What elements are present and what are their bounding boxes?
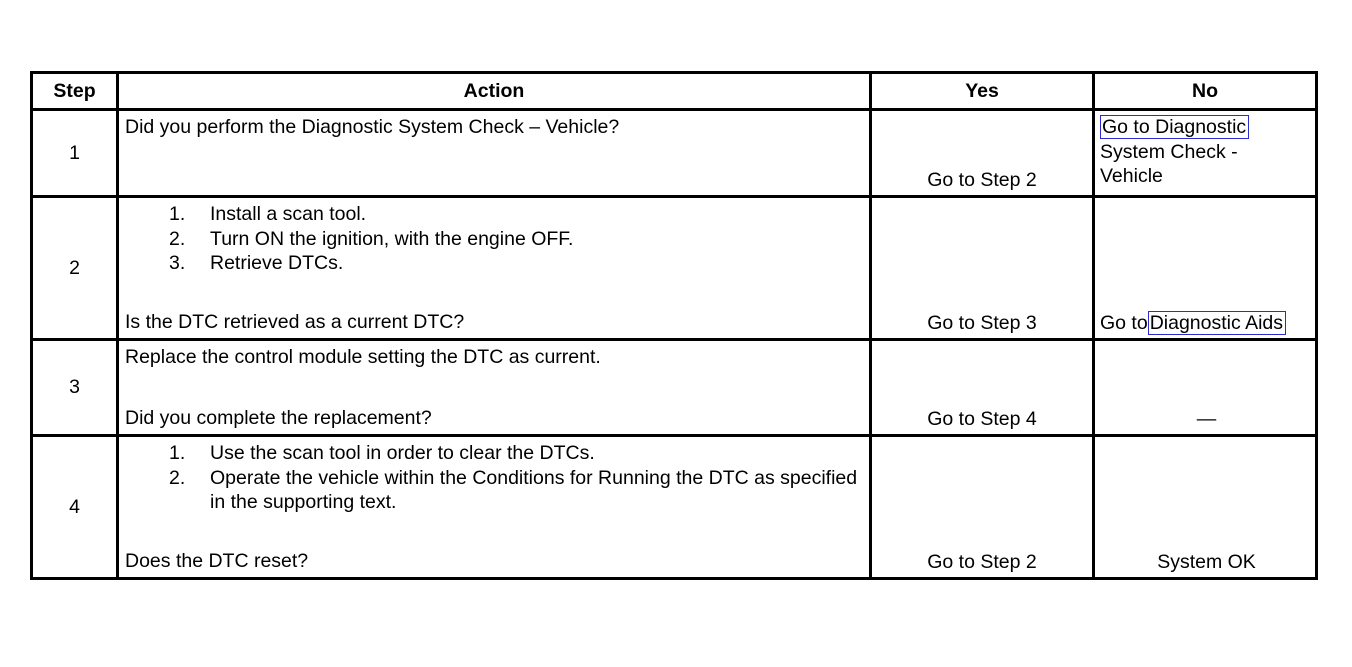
action-steps-list [125, 202, 863, 276]
step-number: 3 [32, 340, 118, 436]
list-item-text: Operate the vehicle within the Conditions for Running the DTC as specified in the supporting text. [210, 466, 858, 513]
list-item [125, 202, 863, 227]
diagnostic-system-check-link[interactable]: Go to Diagnostic [1100, 115, 1249, 139]
list-item-number: 3. [169, 252, 186, 274]
action-cell [118, 197, 871, 340]
no-dash: — [1196, 407, 1217, 430]
step-number: 4 [32, 436, 118, 579]
question-text: Is the DTC retrieved as a current DTC? [125, 310, 465, 333]
question-text: Does the DTC reset? [125, 549, 309, 572]
header-no: No [1094, 73, 1317, 110]
action-cell [118, 436, 871, 579]
table-row [32, 197, 1317, 340]
no-cell: System OK [1094, 436, 1317, 579]
list-item-number: 2. [169, 227, 186, 250]
list-item-text: Use the scan tool in order to clear the DTCs. [210, 442, 595, 464]
question-text: Did you complete the replacement? [125, 406, 432, 429]
yes-cell: Go to Step 4 [871, 340, 1094, 436]
header-action: Action [118, 73, 871, 110]
no-text-line: System Check - [1100, 140, 1238, 163]
yes-cell: Go to Step 2 [871, 436, 1094, 579]
no-text-line: Vehicle [1100, 165, 1163, 187]
list-item-text: Install a scan tool. [210, 203, 367, 225]
list-item-number: 1. [169, 203, 186, 225]
no-cell [1094, 340, 1317, 436]
list-item-number: 1. [169, 442, 186, 464]
yes-cell: Go to Step 2 [871, 110, 1094, 197]
table-header-row [32, 73, 1317, 110]
action-text: Did you perform the Diagnostic System Check – Vehicle? [125, 116, 620, 138]
diagnostic-procedure-table [30, 71, 1318, 580]
action-steps-list [125, 441, 863, 515]
step-number: 1 [32, 110, 118, 197]
table-row [32, 436, 1317, 579]
list-item [125, 441, 863, 466]
no-cell [1094, 110, 1317, 197]
list-item [125, 251, 863, 276]
list-item-text: Retrieve DTCs. [210, 252, 344, 274]
no-prefix-text: Go to [1100, 311, 1148, 334]
diagnostic-aids-link[interactable]: Diagnostic Aids [1148, 311, 1286, 335]
header-yes: Yes [871, 73, 1094, 110]
yes-cell: Go to Step 3 [871, 197, 1094, 340]
list-item-text: Turn ON the ignition, with the engine OFF. [210, 227, 574, 250]
header-step: Step [32, 73, 118, 110]
action-cell [118, 340, 871, 436]
step-number: 2 [32, 197, 118, 340]
table-row [32, 340, 1317, 436]
action-cell [118, 110, 871, 197]
list-item [125, 466, 863, 515]
list-item-number: 2. [169, 466, 186, 489]
list-item [125, 227, 863, 252]
table-row [32, 110, 1317, 197]
action-text: Replace the control module setting the DTC as current. [125, 346, 601, 368]
no-cell [1094, 197, 1317, 340]
